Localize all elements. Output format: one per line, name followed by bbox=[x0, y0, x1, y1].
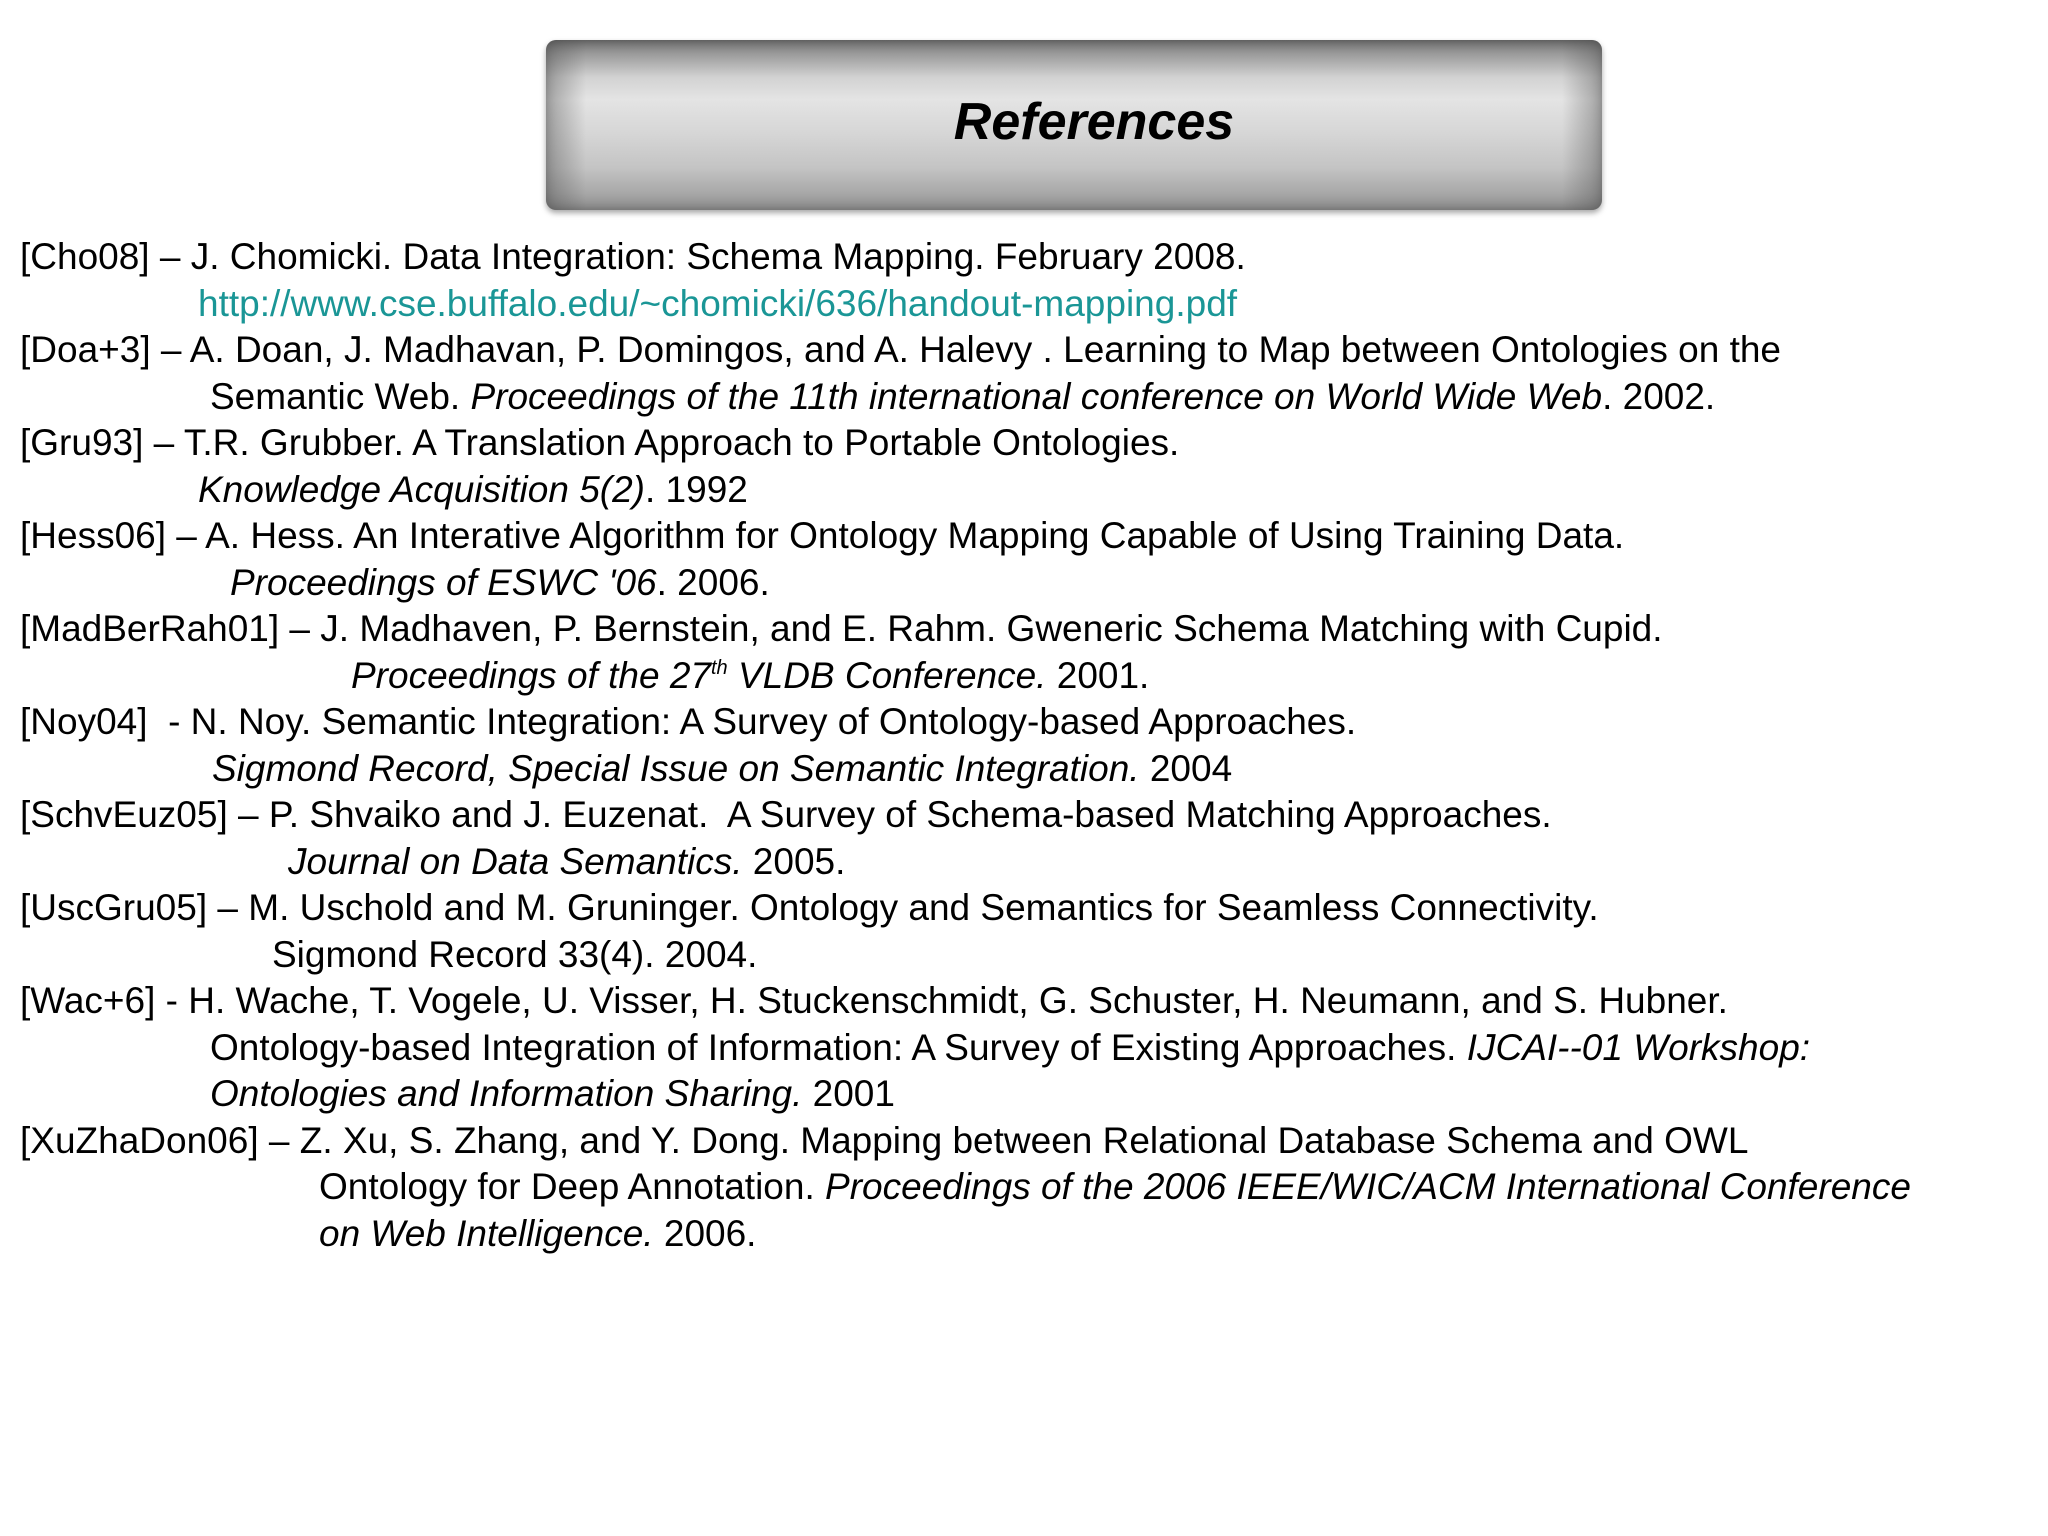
ref-xuzhadon06-line3 bbox=[20, 1211, 2040, 1258]
ref-wac6-line1: [Wac+6] - H. Wache, T. Vogele, U. Visser, H. Stuckenschmidt, G. Schuster, H. Neumann, and S. Hubner. bbox=[20, 980, 1728, 1021]
ref-doa3-plain: Semantic Web. bbox=[210, 375, 471, 417]
ref-gru93-year: . 1992 bbox=[645, 468, 748, 510]
ref-cho08-line2 bbox=[20, 281, 2040, 328]
ref-wac6-venue: IJCAI--01 Workshop: bbox=[1466, 1026, 1811, 1068]
ref-schveuz05-line2 bbox=[20, 839, 2040, 886]
ref-xuzhadon06-venue: Proceedings of the 2006 IEEE/WIC/ACM International Conference bbox=[825, 1166, 1911, 1207]
ref-gru93-venue: Knowledge Acquisition 5(2) bbox=[198, 468, 645, 510]
ref-hess06-line1: [Hess06] – A. Hess. An Interative Algorithm for Ontology Mapping Capable of Using Training Data. bbox=[20, 515, 1625, 556]
ref-madberrah01-venue-b: VLDB Conference. bbox=[727, 654, 1047, 696]
page-title: References bbox=[953, 93, 1235, 151]
ref-xuzhadon06-year: 2006. bbox=[653, 1212, 757, 1254]
ref-gru93-line2 bbox=[20, 467, 2040, 514]
ref-madberrah01-sup: th bbox=[710, 656, 728, 679]
ref-madberrah01-line2 bbox=[20, 653, 2040, 700]
ref-wac6-line2 bbox=[20, 1025, 2040, 1072]
ref-hess06-year: . 2006. bbox=[656, 561, 770, 603]
ref-noy04-year: 2004 bbox=[1139, 747, 1233, 789]
ref-cho08-line1: [Cho08] – J. Chomicki. Data Integration: Schema Mapping. February 2008. bbox=[20, 236, 1246, 277]
title-banner bbox=[546, 40, 1602, 210]
ref-cho08-url-link[interactable]: http://www.cse.buffalo.edu/~chomicki/636/handout-mapping.pdf bbox=[198, 282, 1238, 324]
ref-noy04-line2 bbox=[20, 746, 2040, 793]
ref-uscgru05-line2: Sigmond Record 33(4). 2004. bbox=[272, 933, 758, 975]
ref-noy04-venue: Sigmond Record, Special Issue on Semantic Integration. bbox=[212, 747, 1140, 789]
ref-doa3-line2 bbox=[20, 374, 2040, 421]
reference-list bbox=[20, 234, 2040, 1257]
ref-noy04-line1: [Noy04] - N. Noy. Semantic Integration: A Survey of Ontology-based Approaches. bbox=[20, 701, 1357, 742]
ref-doa3-line1: [Doa+3] – A. Doan, J. Madhavan, P. Domingos, and A. Halevy . Learning to Map between Ontologies on the bbox=[20, 329, 1782, 370]
ref-wac6-year: 2001 bbox=[802, 1073, 895, 1114]
ref-xuzhadon06-line2 bbox=[20, 1164, 2040, 1211]
ref-xuzhadon06-venue-cont: on Web Intelligence. bbox=[319, 1212, 654, 1254]
ref-schveuz05-year: 2005. bbox=[742, 840, 846, 882]
ref-hess06-venue: Proceedings of ESWC '06 bbox=[230, 561, 657, 603]
ref-hess06-line2 bbox=[20, 560, 2040, 607]
ref-gru93-line1: [Gru93] – T.R. Grubber. A Translation Approach to Portable Ontologies. bbox=[20, 422, 1180, 463]
ref-madberrah01-line1: [MadBerRah01] – J. Madhaven, P. Bernstein, and E. Rahm. Gweneric Schema Matching with Cupid. bbox=[20, 608, 1663, 649]
ref-wac6-plain: Ontology-based Integration of Information: A Survey of Existing Approaches. bbox=[210, 1026, 1467, 1068]
ref-wac6-line3 bbox=[20, 1071, 2040, 1118]
ref-doa3-venue: Proceedings of the 11th international conference on World Wide Web bbox=[470, 375, 1603, 417]
ref-wac6-venue-cont: Ontologies and Information Sharing. bbox=[210, 1073, 803, 1114]
ref-xuzhadon06-line1: [XuZhaDon06] – Z. Xu, S. Zhang, and Y. Dong. Mapping between Relational Database Schema and OWL bbox=[20, 1119, 1749, 1161]
ref-doa3-year: . 2002. bbox=[1602, 375, 1716, 417]
ref-madberrah01-year: 2001. bbox=[1046, 654, 1150, 696]
ref-schveuz05-venue: Journal on Data Semantics. bbox=[288, 840, 743, 882]
ref-madberrah01-venue-a: Proceedings of the 27 bbox=[351, 654, 711, 696]
ref-uscgru05-line1: [UscGru05] – M. Uschold and M. Gruninger. Ontology and Semantics for Seamless Connectivity. bbox=[20, 887, 1599, 928]
ref-xuzhadon06-plain: Ontology for Deep Annotation. bbox=[319, 1166, 826, 1207]
ref-schveuz05-line1: [SchvEuz05] – P. Shvaiko and J. Euzenat. A Survey of Schema-based Matching Approaches. bbox=[20, 794, 1552, 835]
